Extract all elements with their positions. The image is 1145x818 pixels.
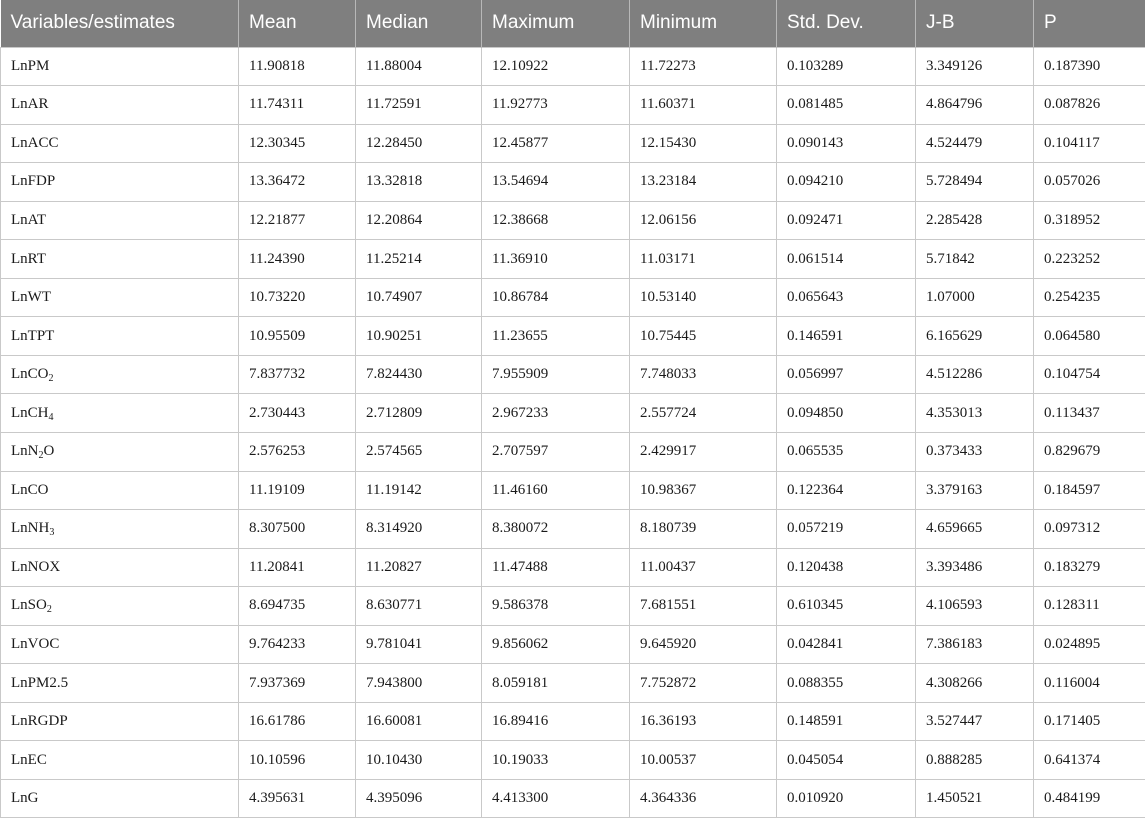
cell-jb: 4.524479 bbox=[916, 124, 1034, 163]
cell-mean: 2.576253 bbox=[239, 432, 356, 471]
cell-minimum: 4.364336 bbox=[630, 779, 777, 818]
variable-name: LnPM2.5 bbox=[11, 674, 69, 691]
cell-jb: 3.527447 bbox=[916, 702, 1034, 741]
variable-suffix: O bbox=[43, 443, 55, 460]
cell-maximum: 9.586378 bbox=[482, 587, 630, 626]
cell-variable bbox=[1, 201, 239, 240]
variable-name: LnCO bbox=[11, 366, 49, 383]
table-row bbox=[1, 240, 1145, 279]
cell-std-dev: 0.045054 bbox=[777, 741, 916, 780]
table-row bbox=[1, 741, 1145, 780]
variable-subscript: 2 bbox=[38, 450, 44, 462]
cell-mean: 13.36472 bbox=[239, 163, 356, 202]
cell-p: 0.113437 bbox=[1034, 394, 1145, 433]
header-p: P bbox=[1034, 0, 1145, 47]
cell-median: 8.630771 bbox=[356, 587, 482, 626]
cell-minimum: 11.03171 bbox=[630, 240, 777, 279]
variable-name: LnG bbox=[11, 790, 39, 807]
cell-variable bbox=[1, 124, 239, 163]
cell-median: 12.28450 bbox=[356, 124, 482, 163]
cell-maximum: 9.856062 bbox=[482, 625, 630, 664]
cell-p: 0.183279 bbox=[1034, 548, 1145, 587]
variable-name: LnACC bbox=[11, 134, 59, 151]
cell-median: 7.943800 bbox=[356, 664, 482, 703]
table-row bbox=[1, 86, 1145, 125]
cell-p: 0.187390 bbox=[1034, 47, 1145, 86]
cell-median: 11.19142 bbox=[356, 471, 482, 510]
cell-p: 0.116004 bbox=[1034, 664, 1145, 703]
cell-jb: 4.659665 bbox=[916, 510, 1034, 549]
cell-variable bbox=[1, 355, 239, 394]
variable-name: LnCO bbox=[11, 481, 49, 498]
table-row bbox=[1, 779, 1145, 818]
cell-p: 0.057026 bbox=[1034, 163, 1145, 202]
cell-minimum: 7.748033 bbox=[630, 355, 777, 394]
cell-median: 2.712809 bbox=[356, 394, 482, 433]
cell-minimum: 8.180739 bbox=[630, 510, 777, 549]
cell-variable bbox=[1, 510, 239, 549]
cell-minimum: 7.681551 bbox=[630, 587, 777, 626]
cell-median: 9.781041 bbox=[356, 625, 482, 664]
cell-variable bbox=[1, 702, 239, 741]
cell-jb: 0.888285 bbox=[916, 741, 1034, 780]
cell-median: 12.20864 bbox=[356, 201, 482, 240]
cell-p: 0.104117 bbox=[1034, 124, 1145, 163]
cell-variable bbox=[1, 432, 239, 471]
cell-median: 7.824430 bbox=[356, 355, 482, 394]
cell-mean: 11.20841 bbox=[239, 548, 356, 587]
cell-p: 0.128311 bbox=[1034, 587, 1145, 626]
cell-mean: 10.10596 bbox=[239, 741, 356, 780]
cell-median: 2.574565 bbox=[356, 432, 482, 471]
cell-mean: 9.764233 bbox=[239, 625, 356, 664]
cell-maximum: 10.19033 bbox=[482, 741, 630, 780]
cell-variable bbox=[1, 625, 239, 664]
cell-std-dev: 0.610345 bbox=[777, 587, 916, 626]
table-row bbox=[1, 548, 1145, 587]
cell-std-dev: 0.120438 bbox=[777, 548, 916, 587]
cell-p: 0.087826 bbox=[1034, 86, 1145, 125]
variable-subscript: 3 bbox=[49, 527, 55, 539]
cell-variable bbox=[1, 741, 239, 780]
cell-jb: 1.07000 bbox=[916, 278, 1034, 317]
table-row bbox=[1, 317, 1145, 356]
cell-std-dev: 0.065535 bbox=[777, 432, 916, 471]
cell-jb: 1.450521 bbox=[916, 779, 1034, 818]
cell-median: 13.32818 bbox=[356, 163, 482, 202]
cell-mean: 12.30345 bbox=[239, 124, 356, 163]
cell-variable bbox=[1, 86, 239, 125]
cell-std-dev: 0.081485 bbox=[777, 86, 916, 125]
cell-jb: 6.165629 bbox=[916, 317, 1034, 356]
table-row bbox=[1, 278, 1145, 317]
cell-jb: 4.308266 bbox=[916, 664, 1034, 703]
variable-name: LnFDP bbox=[11, 173, 56, 190]
cell-minimum: 11.72273 bbox=[630, 47, 777, 86]
cell-jb: 4.106593 bbox=[916, 587, 1034, 626]
cell-variable bbox=[1, 779, 239, 818]
cell-jb: 2.285428 bbox=[916, 201, 1034, 240]
cell-variable bbox=[1, 278, 239, 317]
cell-minimum: 7.752872 bbox=[630, 664, 777, 703]
cell-minimum: 11.60371 bbox=[630, 86, 777, 125]
table-row bbox=[1, 394, 1145, 433]
cell-maximum: 4.413300 bbox=[482, 779, 630, 818]
cell-p: 0.184597 bbox=[1034, 471, 1145, 510]
cell-maximum: 11.47488 bbox=[482, 548, 630, 587]
header-maximum: Maximum bbox=[482, 0, 630, 47]
cell-minimum: 10.53140 bbox=[630, 278, 777, 317]
cell-jb: 5.71842 bbox=[916, 240, 1034, 279]
cell-std-dev: 0.148591 bbox=[777, 702, 916, 741]
variable-name: LnNOX bbox=[11, 558, 61, 575]
cell-maximum: 16.89416 bbox=[482, 702, 630, 741]
cell-variable bbox=[1, 47, 239, 86]
cell-std-dev: 0.065643 bbox=[777, 278, 916, 317]
cell-maximum: 11.92773 bbox=[482, 86, 630, 125]
cell-mean: 12.21877 bbox=[239, 201, 356, 240]
cell-std-dev: 0.061514 bbox=[777, 240, 916, 279]
cell-median: 11.25214 bbox=[356, 240, 482, 279]
cell-std-dev: 0.092471 bbox=[777, 201, 916, 240]
cell-variable bbox=[1, 587, 239, 626]
cell-std-dev: 0.103289 bbox=[777, 47, 916, 86]
cell-mean: 10.95509 bbox=[239, 317, 356, 356]
cell-p: 0.104754 bbox=[1034, 355, 1145, 394]
table-row bbox=[1, 702, 1145, 741]
header-jb: J-B bbox=[916, 0, 1034, 47]
cell-maximum: 8.380072 bbox=[482, 510, 630, 549]
variable-subscript: 2 bbox=[46, 604, 52, 616]
cell-mean: 4.395631 bbox=[239, 779, 356, 818]
cell-jb: 7.386183 bbox=[916, 625, 1034, 664]
cell-median: 11.72591 bbox=[356, 86, 482, 125]
cell-minimum: 9.645920 bbox=[630, 625, 777, 664]
cell-mean: 8.307500 bbox=[239, 510, 356, 549]
cell-p: 0.097312 bbox=[1034, 510, 1145, 549]
cell-p: 0.484199 bbox=[1034, 779, 1145, 818]
table-row bbox=[1, 587, 1145, 626]
cell-jb: 4.353013 bbox=[916, 394, 1034, 433]
cell-p: 0.064580 bbox=[1034, 317, 1145, 356]
cell-minimum: 13.23184 bbox=[630, 163, 777, 202]
header-minimum: Minimum bbox=[630, 0, 777, 47]
cell-variable bbox=[1, 548, 239, 587]
table-row bbox=[1, 201, 1145, 240]
cell-maximum: 12.10922 bbox=[482, 47, 630, 86]
table-row bbox=[1, 163, 1145, 202]
cell-maximum: 2.967233 bbox=[482, 394, 630, 433]
cell-std-dev: 0.057219 bbox=[777, 510, 916, 549]
cell-std-dev: 0.042841 bbox=[777, 625, 916, 664]
cell-median: 11.88004 bbox=[356, 47, 482, 86]
cell-minimum: 10.75445 bbox=[630, 317, 777, 356]
cell-median: 4.395096 bbox=[356, 779, 482, 818]
variable-name: LnN bbox=[11, 443, 39, 460]
cell-p: 0.223252 bbox=[1034, 240, 1145, 279]
cell-jb: 4.864796 bbox=[916, 86, 1034, 125]
header-row bbox=[1, 0, 1145, 47]
cell-p: 0.171405 bbox=[1034, 702, 1145, 741]
cell-p: 0.641374 bbox=[1034, 741, 1145, 780]
header-std-dev: Std. Dev. bbox=[777, 0, 916, 47]
cell-std-dev: 0.090143 bbox=[777, 124, 916, 163]
table-row bbox=[1, 510, 1145, 549]
cell-jb: 3.379163 bbox=[916, 471, 1034, 510]
cell-mean: 7.837732 bbox=[239, 355, 356, 394]
variable-name: LnAT bbox=[11, 211, 46, 228]
cell-median: 8.314920 bbox=[356, 510, 482, 549]
cell-jb: 3.393486 bbox=[916, 548, 1034, 587]
cell-maximum: 12.38668 bbox=[482, 201, 630, 240]
cell-minimum: 12.15430 bbox=[630, 124, 777, 163]
variable-name: LnNH bbox=[11, 520, 50, 537]
cell-std-dev: 0.056997 bbox=[777, 355, 916, 394]
cell-minimum: 2.557724 bbox=[630, 394, 777, 433]
cell-maximum: 7.955909 bbox=[482, 355, 630, 394]
cell-maximum: 11.36910 bbox=[482, 240, 630, 279]
variable-name: LnRGDP bbox=[11, 713, 68, 730]
variable-subscript: 2 bbox=[48, 373, 54, 385]
cell-variable bbox=[1, 664, 239, 703]
cell-maximum: 11.46160 bbox=[482, 471, 630, 510]
cell-std-dev: 0.122364 bbox=[777, 471, 916, 510]
cell-minimum: 10.98367 bbox=[630, 471, 777, 510]
cell-std-dev: 0.094210 bbox=[777, 163, 916, 202]
cell-mean: 11.74311 bbox=[239, 86, 356, 125]
cell-p: 0.024895 bbox=[1034, 625, 1145, 664]
cell-mean: 10.73220 bbox=[239, 278, 356, 317]
cell-minimum: 11.00437 bbox=[630, 548, 777, 587]
cell-variable bbox=[1, 394, 239, 433]
cell-minimum: 10.00537 bbox=[630, 741, 777, 780]
cell-std-dev: 0.010920 bbox=[777, 779, 916, 818]
cell-mean: 11.90818 bbox=[239, 47, 356, 86]
variable-name: LnWT bbox=[11, 289, 51, 306]
cell-mean: 11.24390 bbox=[239, 240, 356, 279]
cell-jb: 0.373433 bbox=[916, 432, 1034, 471]
cell-std-dev: 0.094850 bbox=[777, 394, 916, 433]
table-row bbox=[1, 432, 1145, 471]
variable-name: LnCH bbox=[11, 404, 49, 421]
cell-variable bbox=[1, 163, 239, 202]
cell-std-dev: 0.146591 bbox=[777, 317, 916, 356]
cell-maximum: 12.45877 bbox=[482, 124, 630, 163]
cell-maximum: 13.54694 bbox=[482, 163, 630, 202]
cell-minimum: 16.36193 bbox=[630, 702, 777, 741]
table-row bbox=[1, 355, 1145, 394]
table-row bbox=[1, 664, 1145, 703]
cell-variable bbox=[1, 240, 239, 279]
cell-std-dev: 0.088355 bbox=[777, 664, 916, 703]
variable-name: LnEC bbox=[11, 751, 47, 768]
cell-median: 10.90251 bbox=[356, 317, 482, 356]
variable-name: LnAR bbox=[11, 96, 49, 113]
header-median: Median bbox=[356, 0, 482, 47]
table-row bbox=[1, 471, 1145, 510]
cell-variable bbox=[1, 317, 239, 356]
header-mean: Mean bbox=[239, 0, 356, 47]
variable-name: LnPM bbox=[11, 57, 50, 74]
cell-mean: 8.694735 bbox=[239, 587, 356, 626]
cell-p: 0.318952 bbox=[1034, 201, 1145, 240]
table-row bbox=[1, 625, 1145, 664]
cell-median: 10.10430 bbox=[356, 741, 482, 780]
table-row bbox=[1, 47, 1145, 86]
variable-name: LnTPT bbox=[11, 327, 55, 344]
cell-jb: 5.728494 bbox=[916, 163, 1034, 202]
cell-mean: 16.61786 bbox=[239, 702, 356, 741]
variable-name: LnVOC bbox=[11, 635, 60, 652]
cell-mean: 11.19109 bbox=[239, 471, 356, 510]
cell-maximum: 10.86784 bbox=[482, 278, 630, 317]
header-variables: Variables/estimates bbox=[1, 0, 239, 47]
cell-jb: 4.512286 bbox=[916, 355, 1034, 394]
cell-mean: 7.937369 bbox=[239, 664, 356, 703]
cell-median: 11.20827 bbox=[356, 548, 482, 587]
variable-subscript: 4 bbox=[48, 411, 54, 423]
variable-name: LnRT bbox=[11, 250, 46, 267]
cell-maximum: 8.059181 bbox=[482, 664, 630, 703]
cell-minimum: 12.06156 bbox=[630, 201, 777, 240]
cell-p: 0.254235 bbox=[1034, 278, 1145, 317]
cell-maximum: 2.707597 bbox=[482, 432, 630, 471]
variable-name: LnSO bbox=[11, 597, 47, 614]
cell-jb: 3.349126 bbox=[916, 47, 1034, 86]
cell-maximum: 11.23655 bbox=[482, 317, 630, 356]
cell-variable bbox=[1, 471, 239, 510]
cell-minimum: 2.429917 bbox=[630, 432, 777, 471]
table-row bbox=[1, 124, 1145, 163]
cell-median: 16.60081 bbox=[356, 702, 482, 741]
cell-p: 0.829679 bbox=[1034, 432, 1145, 471]
cell-mean: 2.730443 bbox=[239, 394, 356, 433]
cell-median: 10.74907 bbox=[356, 278, 482, 317]
table-body bbox=[1, 47, 1145, 818]
